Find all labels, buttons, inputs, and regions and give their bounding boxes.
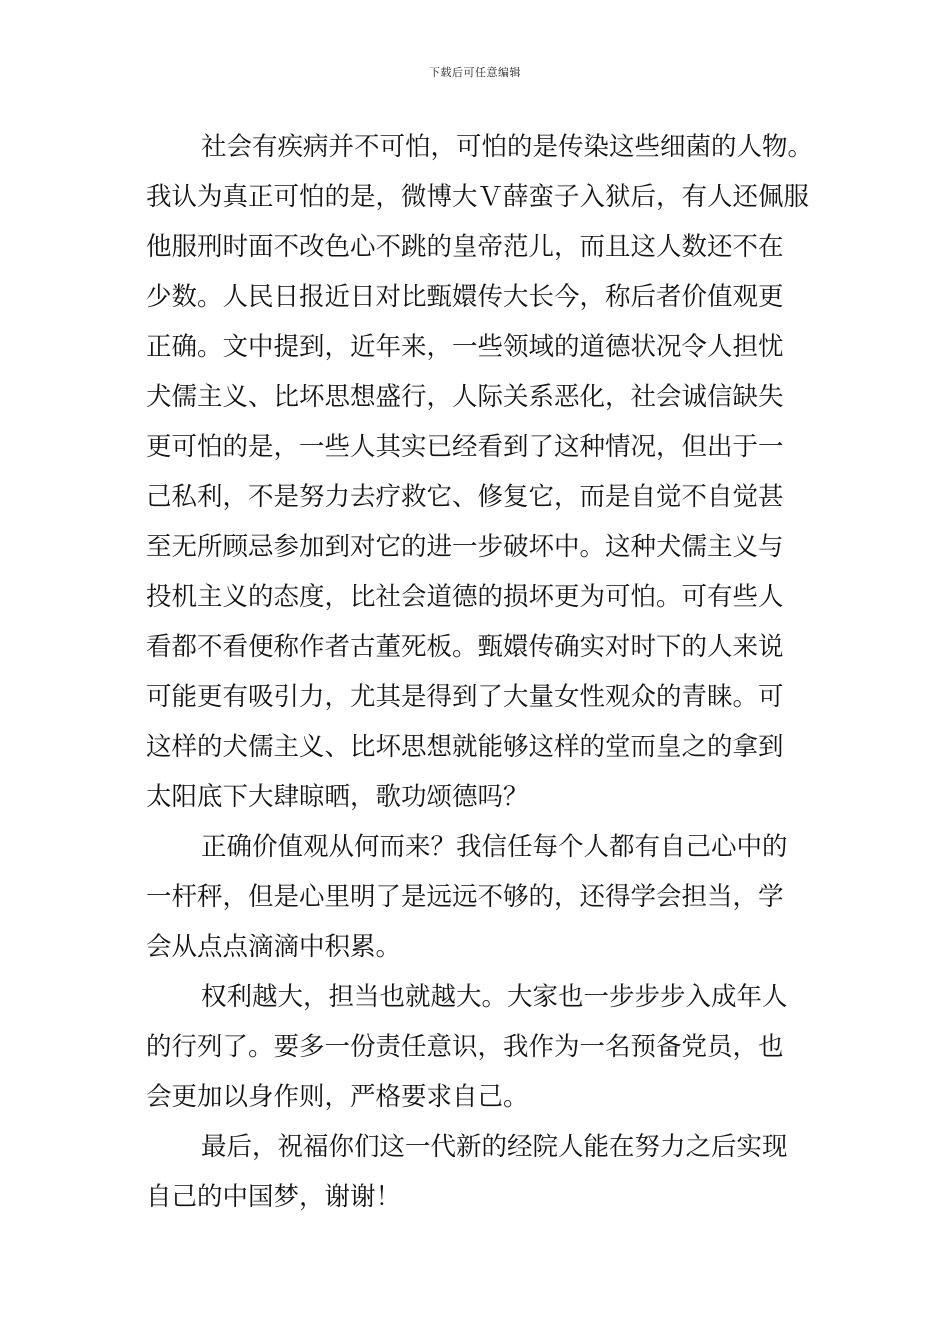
text-line: 一杆秤，但是心里明了是远远不够的，还得学会担当，学: [146, 882, 784, 912]
page-header: 下载后可任意编辑: [429, 66, 521, 79]
text-line: 太阳底下大肆晾晒，歌功颂德吗？: [146, 782, 529, 812]
text-line: 他服刑时面不改色心不跳的皇帝范儿，而且这人数还不在: [146, 232, 784, 262]
text-line: 社会有疾病并不可怕，可怕的是传染这些细菌的人物。: [201, 132, 814, 162]
text-line: 少数。人民日报近日对比甄嬛传大长今，称后者价值观更: [146, 282, 784, 312]
text-line: 这样的犬儒主义、比坏思想就能够这样的堂而皇之的拿到: [146, 732, 784, 762]
paragraph: [146, 122, 822, 822]
text-line: 会从点点滴滴中积累。: [146, 932, 402, 962]
paragraph: [146, 1122, 822, 1222]
text-line: 我认为真正可怕的是，微博大Ｖ薛蛮子入狱后，有人还佩服: [146, 182, 810, 212]
paragraph: [146, 822, 822, 972]
paragraph: [146, 972, 822, 1122]
text-line: 正确。文中提到，近年来，一些领域的道德状况令人担忧: [146, 332, 784, 362]
text-line: 会更加以身作则，严格要求自己。: [146, 1082, 529, 1112]
text-line: 更可怕的是，一些人其实已经看到了这种情况，但出于一: [146, 432, 784, 462]
text-line: 己私利，不是努力去疗救它、修复它，而是自觉不自觉甚: [146, 482, 784, 512]
text-line: 犬儒主义、比坏思想盛行，人际关系恶化，社会诚信缺失: [146, 382, 784, 412]
text-line: 的行列了。要多一份责任意识，我作为一名预备党员，也: [146, 1032, 784, 1062]
text-line: 看都不看便称作者古董死板。甄嬛传确实对时下的人来说: [146, 632, 784, 662]
text-line: 权利越大，担当也就越大。大家也一步步步入成年人: [201, 982, 788, 1012]
text-line: 投机主义的态度，比社会道德的损坏更为可怕。可有些人: [146, 582, 784, 612]
text-line: 自己的中国梦，谢谢！: [146, 1182, 402, 1212]
text-line: 至无所顾忌参加到对它的进一步破坏中。这种犬儒主义与: [146, 532, 784, 562]
text-line: 正确价值观从何而来？我信任每个人都有自己心中的: [201, 832, 788, 862]
document-body: [146, 122, 822, 1222]
text-line: 可能更有吸引力，尤其是得到了大量女性观众的青睐。可: [146, 682, 784, 712]
text-line: 最后，祝福你们这一代新的经院人能在努力之后实现: [201, 1132, 788, 1162]
